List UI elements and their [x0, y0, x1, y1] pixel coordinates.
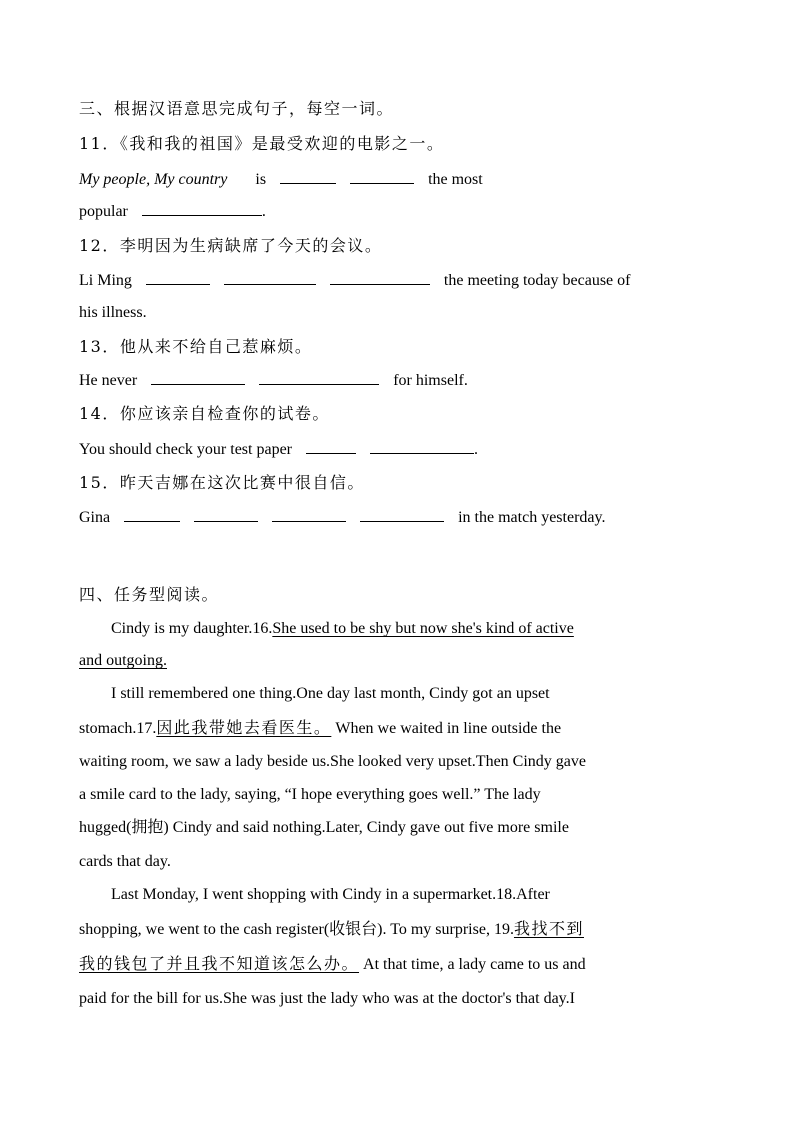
- q12-rest: the meeting today because of: [443, 272, 631, 289]
- q14-sentence: You should check your test paper: [79, 441, 293, 458]
- p3-line2-a: shopping, we went to the cash register(收银台). To my surprise, 19.: [79, 921, 514, 938]
- q11-word-is: is: [255, 171, 267, 188]
- p2-line5: hugged(拥抱) Cindy and said nothing.Later, Cindy gave out five more smile: [79, 819, 569, 836]
- q15-subject: Gina: [79, 509, 111, 526]
- sentence-17-underlined: 因此我带她去看医生。: [156, 718, 332, 737]
- q12-english-line1: [79, 270, 630, 292]
- q14-blank-2[interactable]: [370, 439, 474, 454]
- p3-line3: [79, 953, 586, 976]
- p1-text: Cindy is my daughter.16.: [111, 620, 273, 637]
- p2-line6: cards that day.: [79, 853, 171, 870]
- q14-chinese: 14．你应该亲自检查你的试卷。: [79, 404, 330, 423]
- q15-blank-4[interactable]: [360, 507, 444, 522]
- q12-chinese: 12．李明因为生病缺席了今天的会议。: [79, 236, 383, 255]
- q12-blank-2[interactable]: [224, 270, 316, 285]
- p3-line4: paid for the bill for us.She was just the lady who was at the doctor's that day.I: [79, 990, 575, 1007]
- q12-subject: Li Ming: [79, 272, 132, 289]
- p2-line2: [79, 717, 561, 740]
- p2-line2-a: stomach.17.: [79, 720, 157, 737]
- section-4-heading: 四、任务型阅读。: [79, 585, 220, 604]
- q15-chinese: 15．昨天吉娜在这次比赛中很自信。: [79, 473, 365, 492]
- p3-line1: Last Monday, I went shopping with Cindy in a supermarket.18.After: [111, 886, 550, 903]
- q15-blank-2[interactable]: [194, 507, 258, 522]
- sentence-19-underlined-cont: 我的钱包了并且我不知道该怎么办。: [79, 954, 360, 973]
- p2-line2-b: When we waited in line outside the: [331, 720, 562, 737]
- q14-blank-1[interactable]: [306, 439, 356, 454]
- q11-blank-2[interactable]: [350, 169, 414, 184]
- q12-blank-1[interactable]: [146, 270, 210, 285]
- p2-line3: waiting room, we saw a lady beside us.She looked very upset.Then Cindy gave: [79, 753, 586, 770]
- sentence-16-underlined: She used to be shy but now she's kind of active: [272, 620, 574, 637]
- p2-line1: I still remembered one thing.One day last month, Cindy got an upset: [111, 685, 550, 702]
- q13-blank-2[interactable]: [259, 370, 379, 385]
- p3-line3-b: At that time, a lady came to us and: [359, 956, 586, 973]
- sentence-16-underlined-cont: and outgoing.: [79, 652, 167, 669]
- q11-chinese: 11．《我和我的祖国》是最受欢迎的电影之一。: [79, 134, 445, 153]
- q11-title: My people, My country: [79, 171, 228, 188]
- q11-blank-1[interactable]: [280, 169, 336, 184]
- q13-blank-1[interactable]: [151, 370, 245, 385]
- p1-line1: [111, 618, 574, 640]
- q15-blank-1[interactable]: [124, 507, 180, 522]
- q15-rest: in the match yesterday.: [458, 509, 606, 526]
- q12-english-line2: his illness.: [79, 304, 147, 321]
- q11-popular: popular: [79, 203, 128, 220]
- p1-line2: [79, 650, 167, 672]
- q13-chinese: 13．他从来不给自己惹麻烦。: [79, 337, 313, 356]
- sentence-19-underlined: 我找不到: [513, 919, 584, 938]
- q11-blank-3[interactable]: [142, 201, 262, 216]
- q11-period: .: [261, 203, 266, 220]
- q15-blank-3[interactable]: [272, 507, 346, 522]
- p3-line2: [79, 918, 584, 941]
- q12-blank-3[interactable]: [330, 270, 430, 285]
- q11-english-line1: [79, 169, 483, 191]
- q15-english: [79, 507, 605, 529]
- q14-period: .: [474, 441, 479, 458]
- p2-line4: a smile card to the lady, saying, “I hope everything goes well.” The lady: [79, 786, 541, 803]
- q14-english: [79, 439, 478, 461]
- q11-english-line2: [79, 201, 266, 223]
- q13-english: [79, 370, 468, 392]
- q11-the-most: the most: [428, 171, 483, 188]
- q13-rest: for himself.: [393, 372, 468, 389]
- q13-subject: He never: [79, 372, 138, 389]
- section-3-heading: 三、根据汉语意思完成句子，每空一词。: [79, 99, 395, 118]
